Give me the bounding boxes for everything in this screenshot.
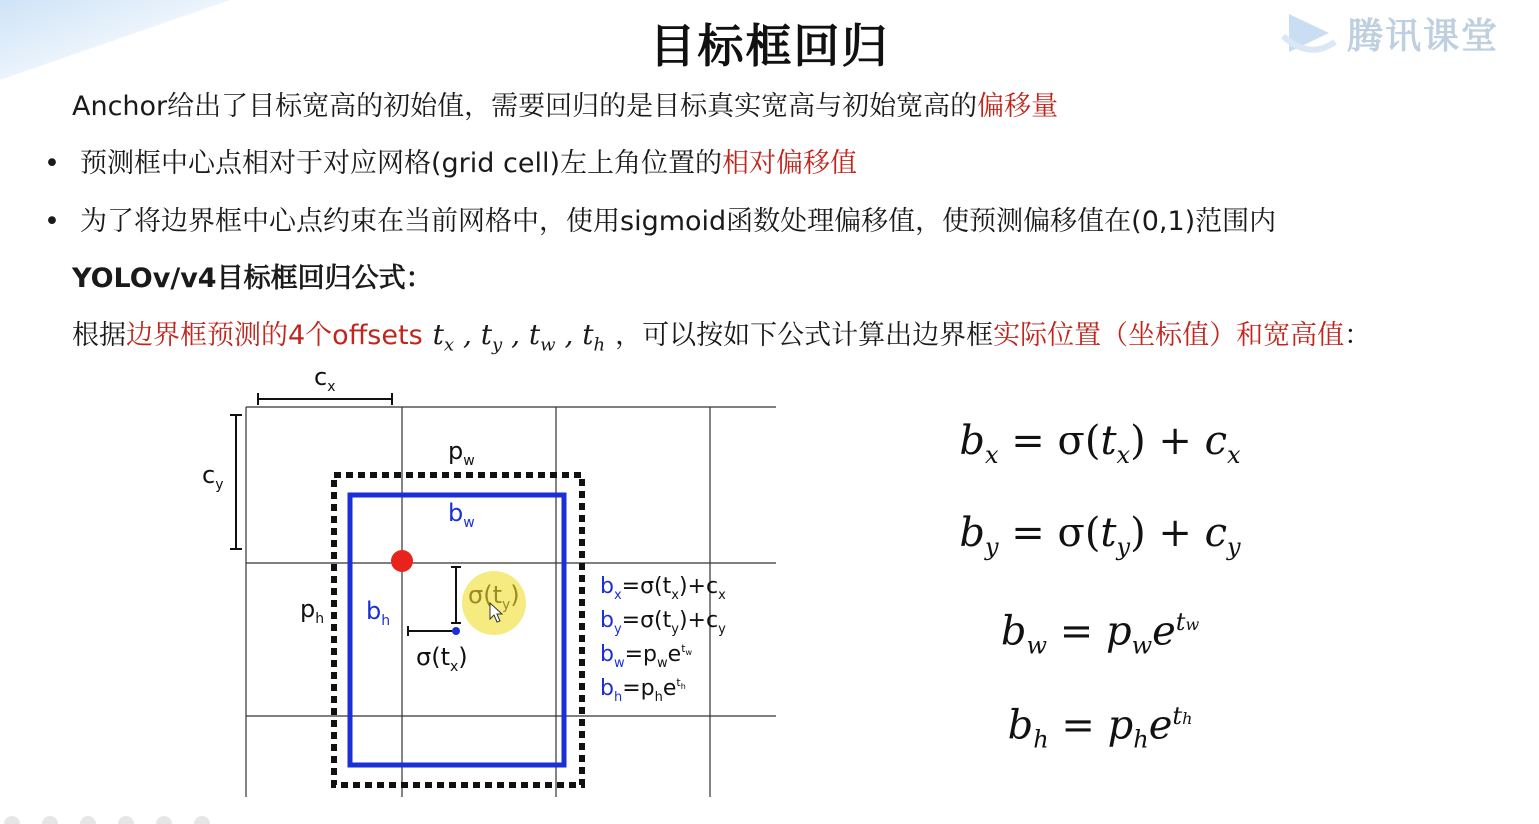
bw-label: $b_w$ (448, 499, 475, 531)
formula-intro-text-2: ，可以按如下公式计算出边界框 (615, 320, 994, 351)
ph-label: $p_h$ (300, 595, 325, 627)
slide-title: 目标框回归 (649, 19, 890, 73)
eq-bh: $b_h=p_he^th$ (600, 676, 686, 705)
grid-corner-dot (391, 550, 413, 572)
bullet-icon: • (44, 148, 60, 179)
bullet-1-highlight: 相对偏移值 (722, 148, 857, 179)
pw-label: $p_w$ (448, 437, 475, 469)
play-logo-icon (1279, 6, 1339, 60)
cy-label: $c_y$ (202, 461, 224, 493)
tencent-classroom-logo (1279, 6, 1499, 60)
bullet-2-text: 为了将边界框中心点约束在当前网格中，使用sigmoid函数处理偏移值，使预测偏移值在(0,1)范围内 (80, 206, 1277, 237)
formula-bw: $b_w = p_we^{tw}$ (1000, 608, 1200, 660)
intro-line (72, 84, 1058, 123)
formula-intro (72, 313, 1371, 356)
cx-label: $c_x$ (314, 363, 336, 395)
formula-heading: YOLOv/v4目标框回归公式： (72, 263, 433, 294)
position-highlight: 实际位置（坐标值）和宽高值 (993, 320, 1345, 351)
formula-bx: $b_x = \sigma(t_x) + c_x$ (959, 418, 1241, 469)
offset-variables: $t_x$ , $t_y$ , $t_w$ , $t_h$ (432, 318, 606, 356)
bullet-1 (44, 141, 857, 180)
intro-highlight: 偏移量 (977, 91, 1059, 122)
offsets-highlight: 边界框预测的4个offsets (126, 320, 423, 351)
formula-intro-colon: ： (1344, 320, 1372, 351)
intro-text: Anchor给出了目标宽高的初始值，需要回归的是目标真实宽高与初始宽高的 (72, 91, 978, 122)
eq-bw: $b_w=p_we^tw$ (600, 642, 693, 671)
bullet-1-text: 预测框中心点相对于对应网格(grid cell)左上角位置的 (80, 148, 722, 179)
sigma-tx-bracket (408, 626, 452, 636)
formula-intro-text: 根据 (72, 320, 126, 351)
bbox-regression-diagram (190, 355, 790, 800)
cx-bracket (258, 393, 392, 405)
formula-by: $b_y = \sigma(t_y) + c_y$ (959, 510, 1241, 561)
cy-bracket (230, 415, 242, 549)
sigma-tx-label: $\sigma(t_x)$ (416, 643, 468, 675)
sigma-ty-label: $\sigma(t_y)$ (468, 581, 520, 613)
sigma-ty-bracket (451, 567, 461, 623)
bullet-2 (44, 199, 1276, 238)
slide-nav-dots[interactable] (0, 814, 220, 824)
bh-label: $b_h$ (366, 597, 391, 629)
formula-bh: $b_h = p_he^{th}$ (1007, 702, 1193, 754)
logo-text: 腾讯课堂 (1346, 15, 1499, 57)
eq-by: $b_y=\sigma(t_y)+c_y$ (600, 608, 726, 637)
bullet-icon: • (44, 206, 60, 237)
eq-bx: $b_x=\sigma(t_x)+c_x$ (600, 574, 726, 603)
box-center-dot (452, 627, 460, 635)
side-equations (600, 574, 726, 705)
